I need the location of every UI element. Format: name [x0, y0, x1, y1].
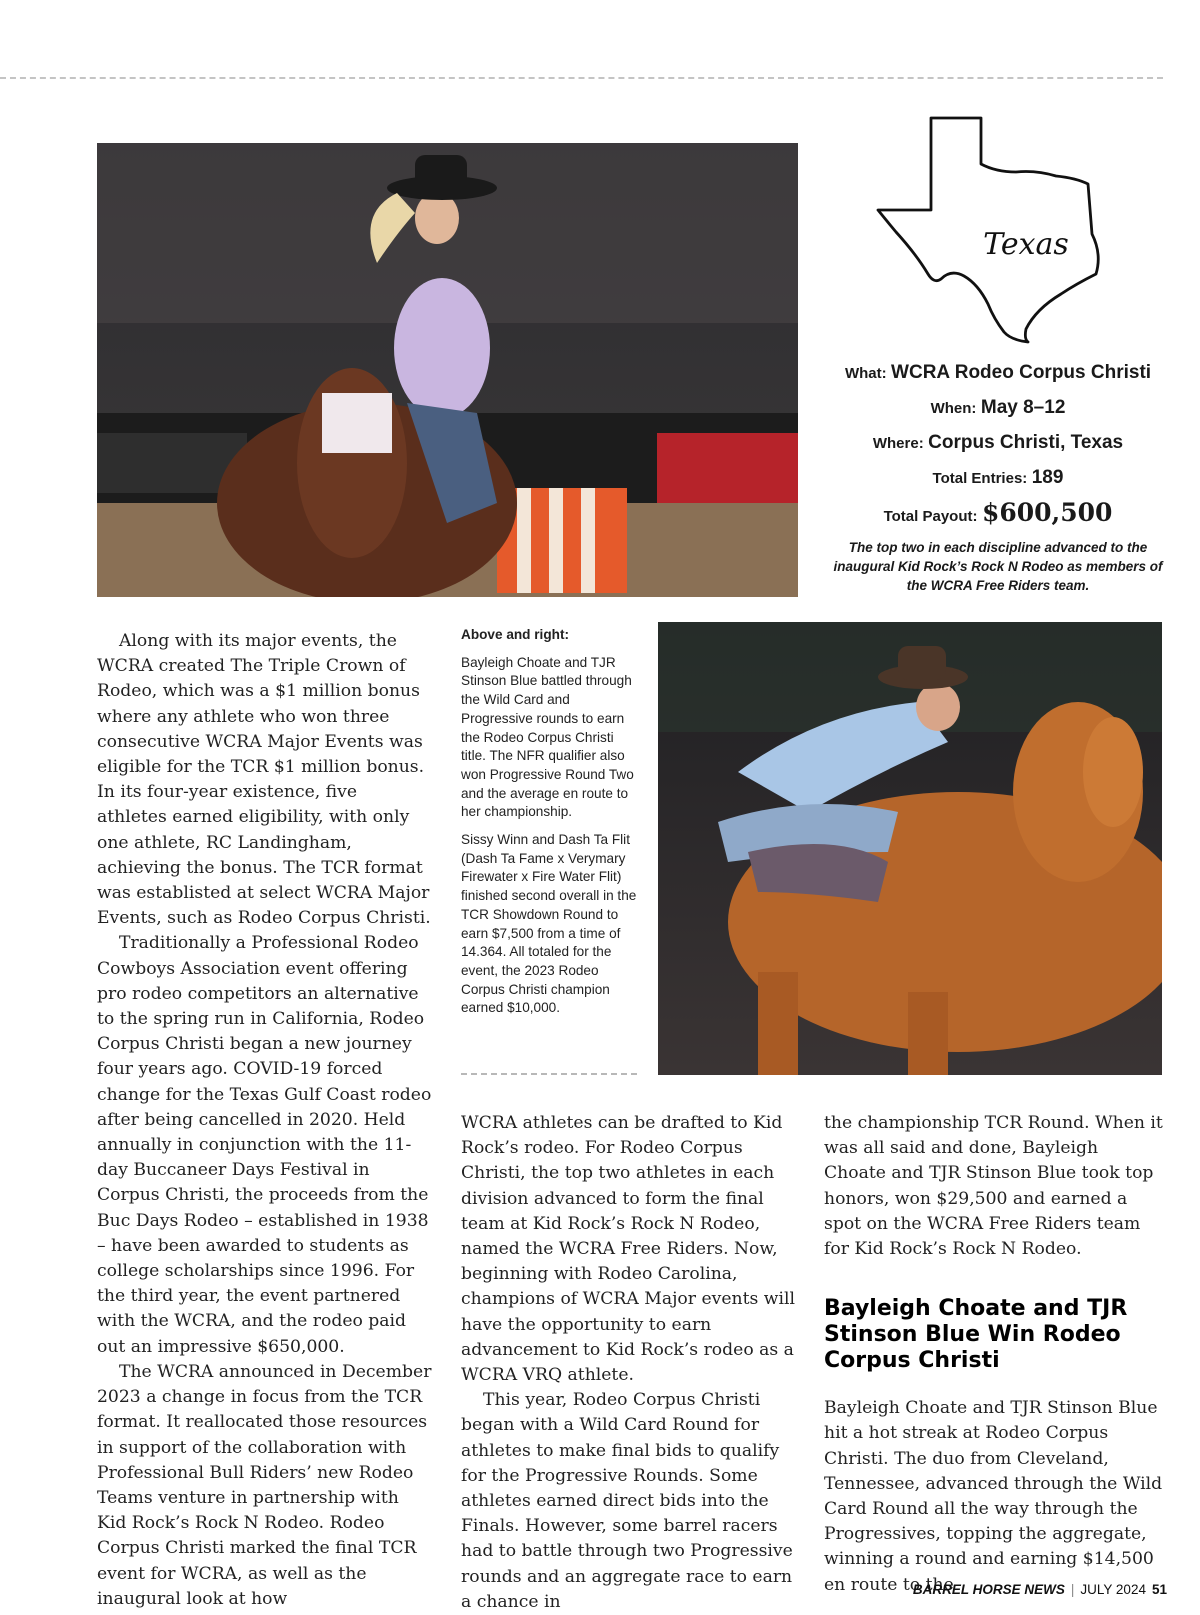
article-paragraph: The WCRA announced in December 2023 a change in focus from the TCR format. It reallocated those resources in support of the collaboration with Professional Bull Riders’ new Rodeo Teams venture in partnership with Kid Rock’s Rock N Rodeo. Rodeo Corpus Christi marked the final TCR event for WCRA, as well as the inaugural look at how — [97, 1361, 432, 1609]
article-paragraph: This year, Rodeo Corpus Christi began with a Wild Card Round for athletes to make final bids to qualify for the Progressive Rounds. Some athletes earned direct bids into the Finals. However, some barrel racers had to battle through two Progressive rounds and an aggregate race to earn a chance in — [461, 1390, 793, 1612]
article-paragraph: the championship TCR Round. When it was all said and done, Bayleigh Choate and TJR Stinson Blue took top honors, won $29,500 and earned a spot on the WCRA Free Riders team for Kid Rock’s Rock N Rodeo. — [824, 1113, 1163, 1260]
section-headline: Bayleigh Choate and TJR Stinson Blue Win Rodeo Corpus Christi — [824, 1296, 1128, 1374]
caption-paragraph: Bayleigh Choate and TJR Stinson Blue battled through the Wild Card and Progressive rounds to earn the Rodeo Corpus Christi title. The NFR qualifier also won Progressive Round Two and the average en route to her championship. — [461, 654, 634, 820]
publication-name: BARREL HORSE NEWS — [912, 1582, 1065, 1597]
info-payout: Total Payout: $600,500 — [883, 498, 1113, 527]
caption-heading: Above and right: — [461, 627, 569, 642]
texas-map-label: Texas — [983, 227, 1069, 262]
texas-map-icon — [876, 114, 1114, 344]
info-what: What: WCRA Rodeo Corpus Christi — [844, 362, 1152, 383]
info-entries: Total Entries: 189 — [932, 467, 1064, 488]
article-paragraph: WCRA athletes can be drafted to Kid Rock’s rodeo. For Rodeo Corpus Christi, the top two athletes in each division advanced to form the final team at Kid Rock’s Rock N Rodeo, named the WCRA Free Riders. Now, beginning with Rodeo Carolina, champions of WCRA Major events will have the opportunity to earn advancement to Kid Rock’s rodeo as a WCRA VRQ athlete. — [461, 1113, 795, 1386]
issue-date: JULY 2024 — [1080, 1582, 1146, 1597]
article-paragraph: Bayleigh Choate and TJR Stinson Blue hit a hot streak at Rodeo Corpus Christi. The duo from Cleveland, Tennessee, advanced through the Wild Card Round all the way through the Progressives, topping the aggregate, winning a round and earning $14,500 en route to the — [824, 1398, 1163, 1595]
article-column-3 — [824, 1111, 1164, 1598]
photo-barrel-racer-blue — [658, 622, 1162, 1075]
article-paragraph: Along with its major events, the WCRA created The Triple Crown of Rodeo, which was a $1 million bonus where any athlete who won three consecutive WCRA Major Events was eligible for the TCR $1 million bonus. In its four-year existence, five athletes earned eligibility, with only one athlete, RC Landingham, achieving the bonus. The TCR format was establisted at select WCRA Major Events, such as Rodeo Corpus Christi. — [97, 631, 431, 929]
info-where: Where: Corpus Christi, Texas — [872, 432, 1124, 453]
page-number: 51 — [1151, 1582, 1167, 1597]
article-paragraph: Traditionally a Professional Rodeo Cowboys Association event offering pro rodeo competitors an alternative to the spring run in California, Rodeo Corpus Christi began a new journey four years ago. COVID-19 forced change for the Texas Gulf Coast rodeo after being cancelled in 2020. Held annually in conjunction with the 11-day Buccaneer Days Festival in Corpus Christi, the proceeds from the Buc Days Rodeo – established in 1938 – have been awarded to students as college scholarships since 1996. For the third year, the event partnered with the WCRA, and the rodeo paid out an impressive $650,000. — [97, 933, 432, 1357]
article-column-2 — [461, 1111, 801, 1615]
photo-caption — [461, 626, 641, 1027]
top-dashed-rule — [0, 77, 1163, 79]
info-note: The top two in each discipline advanced to the inaugural Kid Rock’s Rock N Rodeo as members of the WCRA Free Riders team. — [833, 540, 1163, 593]
caption-dashed-rule — [461, 1073, 637, 1075]
event-info-box — [828, 356, 1168, 609]
footer-separator: | — [1070, 1582, 1075, 1597]
photo-barrel-racer-lavender — [97, 143, 798, 597]
info-when: When: May 8–12 — [930, 397, 1066, 418]
article-column-1 — [97, 629, 432, 1612]
caption-paragraph: Sissy Winn and Dash Ta Flit (Dash Ta Fame x Verymary Firewater x Fire Water Flit) finished second overall in the TCR Showdown Round to earn $7,500 from a time of 14.364. All totaled for the event, the 2023 Rodeo Corpus Christi champion earned $10,000. — [461, 832, 637, 1016]
page-footer — [913, 1582, 1167, 1597]
